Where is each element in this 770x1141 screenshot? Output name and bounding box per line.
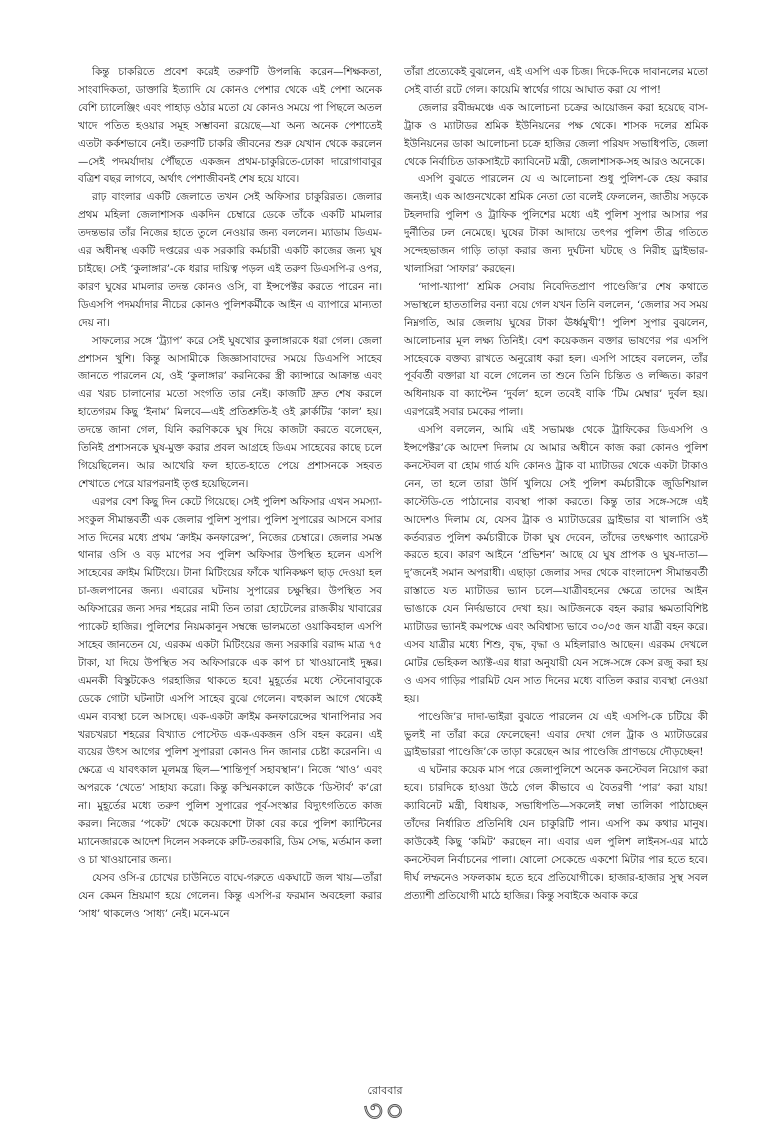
paragraph: রাঢ় বাংলার একটি জেলাতে তখন সেই অফিসার চাকুরিরত। জেলার প্রথম মহিলা জেলাশাসক একদিন চেম্বারে ডেকে তাঁকে একটি মামলার তদন্তভার তাঁর নিজের হাতে তুলে নেওয়ার জন্য বললেন। ম্যাডাম ডিএম-এর অধীনস্থ একটি দপ্তরের এক সরকারি কর্মচারী একটি কাজের জন্য ঘুষ চাইছে। সেই ‘কুলাঙ্গার’-কে ধরার দায়িত্ব পড়ল এই তরুণ ডিএসপি-র ওপর, কারণ ঘুষের মামলার তদন্ত কোনও ওসি, বা ইন্সপেক্টর করতে পারেন না। ডিএসপি পদমর্যাদার নীচের কোনও পুলিশকর্মীকে আইন এ ব্যাপারে মান্যতা দেয় না। bbox=[78, 191, 382, 329]
page-number: ৩০ bbox=[363, 1094, 407, 1129]
article-body bbox=[78, 64, 708, 1074]
paragraph: সাফল্যের সঙ্গে ‘ট্র্যাপ’ করে সেই ঘুষখোর কুলাঙ্গারকে ধরা গেল। জেলা প্রশাসন খুশি। কিন্তু আসামীকে জিজ্ঞাসাবাদের সময়ে ডিএসপি সাহেব জানতে পারলেন যে, ওই ‘কুলাঙ্গার’ করনিকের স্ত্রী ক্যান্সারে আক্রান্ত এবং এর খরচ চালানোর মতো সংগতি তার নেই। কাজটি দ্রুত শেষ করলে হাতেগরম কিছু ‘ইনাম’ মিলবে—এই প্রতিশ্রুতি-ই ওই ক্লার্কটির ‘কাল’ হয়। তদন্তে জানা গেল, যিনি করণিককে ঘুষ দিয়ে কাজটা করতে বলেছেন, তিনিই প্রশাসনকে ঘুষ-মুক্ত করার প্রবল আগ্রহে ডিএম সাহেবের কাছে চলে গিয়েছিলেন। আর আখেরি ফল হাতে-হাতে পেয়ে প্রশাসনকে সহবত শেখাতে পেরে যারপরনাই তৃপ্ত হয়েছিলেন। bbox=[78, 334, 382, 490]
paragraph: জেলার রবীন্দ্রমঞ্চে এক আলোচনা চক্রের আয়োজন করা হয়েছে বাস-ট্রাক ও ম্যাটাডর শ্রমিক ইউনিয়নের পক্ষ থেকে। শাসক দলের শ্রমিক ইউনিয়নের ডাকা আলোচনা চক্রে হাজির জেলা পরিষদ সভাধিপতি, জেলা থেকে নির্বাচিত ডাকসাইটে ক্যাবিনেট মন্ত্রী, জেলাশাসক-সহ আরও অনেকে। bbox=[404, 101, 708, 168]
paragraph: তাঁরা প্রত্যেকেই বুঝলেন, এই এসপি এক চিজ। দিকে-দিকে দাবানলের মতো সেই বার্তা রটে গেল। কায়েমি স্বার্থের গায়ে আঘাত করা যে পাপ! bbox=[404, 66, 708, 96]
paragraph: যেসব ওসি-র চোখের চাউনিতে বাঘে-গরুতে একঘাটে জল খায়—তাঁরা যেন কেমন ম্রিয়মাণ হয়ে গেলেন। কিন্তু এসপি-র ফরমান অবহেলা করার ‘সাধ’ থাকলেও ‘সাধ্য’ নেই। মনে-মনে bbox=[78, 871, 382, 920]
paragraph: এ ঘটনার কয়েক মাস পরে জেলাপুলিশে অনেক কনস্টেবল নিয়োগ করা হবে। চারদিকে হাওয়া উঠে গেল কীভাবে এ বৈতরণী ‘পার’ করা যায়! ক্যাবিনেট মন্ত্রী, বিধায়ক, সভাধিপতি—সকলেই লম্বা তালিকা পাঠাচ্ছেন তাঁদের নির্ধারিত প্রতিনিধি যেন চাকুরিটি পান। এসপি কম কথার মানুষ। কাউকেই কিছু ‘কমিট’ করছেন না। এবার এল পুলিশ লাইনস-এর মাঠে কনস্টেবল নির্বাচনের পালা। ষোলো সেকেন্ডে একশো মিটার পার হতে হবে। দীর্ঘ লম্ফনেও সফলকাম হতে হবে প্রতিযোগীকে। হাজার-হাজার সুস্থ সবল প্রত্যাশী প্রতিযোগী মাঠে হাজির। কিন্তু সবাইকে অবাক করে bbox=[404, 764, 708, 902]
paragraph: এসপি বললেন, আমি এই সভামঞ্চ থেকে ট্রাফিকের ডিএসপি ও ইন্সপেক্টর’কে আদেশ দিলাম যে আমার অধীনে কাজ করা কোনও পুলিশ কনস্টেবল বা হোম গার্ড যদি কোনও ট্রাক বা ম্যাটাডর থেকে একটা টাকাও নেন, তা হলে তারা উর্দি খুলিয়ে সেই পুলিশ কর্মচারীকে জুডিশিয়াল কাস্টেডি-তে পাঠানোর ব্যবস্থা পাকা করতে। কিন্তু তার সঙ্গে-সঙ্গে এই আদেশও দিলাম যে, যেসব ট্রাক ও ম্যাটাডরের ড্রাইভার বা খালাসি ওই কর্তব্যরত পুলিশ কর্মচারীকে টাকা ঘুষ দেবেন, তাঁদের তৎক্ষণাৎ অ্যারেস্ট করতে হবে। কারণ আইনে ‘প্রভিশন’ আছে যে ঘুষ প্রাপক ও ঘুষ-দাতা—দু’জনেই সমান অপরাধী। এছাড়া জেলার সদর থেকে বাংলাদেশ সীমান্তবর্তী রাস্তাতে যত ম্যাটাডর ভ্যান চলে—যাত্রীবহনের ক্ষেত্রে তাদের আইন ভাঙাকে যেন নির্দয়ভাবে দেখা হয়। আটজনকে বহন করার ক্ষমতাবিশিষ্ট ম্যাটাডর ভ্যানই কমপক্ষে এবং অবিশ্বাস্য ভাবে ৩০/৩৫ জন যাত্রী বহন করে। এসব যাত্রীর মধ্যে শিশু, বৃদ্ধ, বৃদ্ধা ও মহিলারাও আছেন। এরকম দেখলে মোটর ভেহিকল অ্যাক্ট-এর ধারা অনুযায়ী যেন সঙ্গে-সঙ্গে কেস রজু করা হয় ও এসব গাড়ির পারমিট যেন সাত দিনের মধ্যে বাতিল করার ব্যবস্থা নেওয়া হয়। bbox=[404, 424, 708, 705]
magazine-name: রোববার bbox=[367, 1084, 403, 1097]
paragraph: এরপর বেশ কিছু দিন কেটে গিয়েছে। সেই পুলিশ অফিসার এখন সমস্যা-সংকুল সীমান্তবর্তী এক জেলার পুলিশ সুপার। পুলিশ সুপারের আসনে বসার সাত দিনের মধ্যে প্রথম ‘ক্রাইম কনফারেন্স’, নিজের চেম্বারে। জেলার সমস্ত থানার ওসি ও বড় মাপের সব পুলিশ অফিসার উপস্থিত হলেন এসপি সাহেবের ক্রাইম মিটিংয়ে। টানা মিটিংয়ের ফাঁকে খানিকক্ষণ ছাড় দেওয়া হল চা-জলপানের জন্য। এবারের ঘটনায় সুপারের চক্ষুস্থির। উপস্থিত সব অফিসারের জন্য সদর শহরের নামী তিন তারা হোটেলের রাজকীয় খাবারের প্যাকেট হাজির। পুলিশের নিয়মকানুন সম্বন্ধে ভালমতো ওয়াকিবহাল এসপি সাহেব জানতেন যে, এরকম একটা মিটিংয়ের জন্য সরকারি বরাদ্দ মাত্র ৭৫ টাকা, যা দিয়ে উপস্থিত সব অফিসারকে এক কাপ চা খাওয়ানোই দুষ্কর। এমনকী বিস্কুটকেও গরহাজির থাকতে হবে! মুহূর্তের মধ্যে স্টেনোবাবুকে ডেকে গোটা ঘটনাটা এসপি সাহেব বুঝে গেলেন। বহুকাল আগে থেকেই এমন ব্যবস্থা চলে আসছে। এক-একটা ক্রাইম কনফারেন্সের খানাপিনার সব খরচখরচা শহরের বিখ্যাত পোস্টেড এক-একজন ওসি বহন করেন। এই ব্যয়ের উৎস আগের পুলিশ সুপাররা কোনও দিন জানার চেষ্টা করেননি। এ ক্ষেত্রে এ যাবৎকাল মূলমন্ত্র ছিল—‘শান্তিপূর্ণ সহাবস্থান’। নিজে ‘খাও’ এবং অপরকে ‘খেতে’ সাহায্য করো। কিন্তু কস্মিনকালে কাউকে ‘ডিস্টার্ব’ ক’রো না। মুহূর্তের মধ্যে তরুণ পুলিশ সুপারের পূর্ব-সংস্কার বিদ্যুৎগতিতে কাজ করল। নিজের ‘পকেট’ থেকে কয়েকশো টাকা বের করে পুলিশ ক্যান্টিনের ম্যানেজারকে আদেশ দিলেন সকলকে রুটি-তরকারি, ডিম সেদ্ধ, মর্তমান কলা ও চা খাওয়ানোর জন্য। bbox=[78, 495, 382, 866]
right-column bbox=[404, 64, 708, 1074]
paragraph: ‘দাপা-খ্যাপা’ শ্রমিক সেবায় নিবেদিতপ্রাণ পাণ্ডেজি’র শেষ কথাতে সভাস্থলে হাততালির বন্যা বয়ে গেল যখন তিনি বললেন, ‘জেলার সব সময় নিম্নগতি, আর জেলায় ঘুষের টাকা ঊর্ধ্বমুখী’! পুলিশ সুপার বুঝলেন, আলোচনার মূল লক্ষ্য তিনিই। বেশ কয়েকজন বক্তার ভাষণের পর এসপি সাহেবকে বক্তব্য রাখতে অনুরোধ করা হল। এসপি সাহেব বললেন, তাঁর পূর্ববর্তী বক্তারা যা বলে গেলেন তা শুনে তিনি চিন্তিত ও লজ্জিত। কারণ অধিনায়ক বা ক্যাপ্টেন ‘দুর্বল’ হলে তবেই বাকি ‘টিম মেম্বার’ দুর্বল হয়। এরপরেই সবার চমকের পালা। bbox=[404, 280, 708, 419]
paragraph: এসপি বুঝতে পারলেন যে এ আলোচনা শুধু পুলিশ-কে হেয় করার জন্যই। এক আগুনখেকো শ্রমিক নেতা তো বলেই ফেললেন, জাতীয় সড়কে টহলদারি পুলিশ ও ট্রাফিক পুলিশের মধ্যে এই পুলিশ সুপার আসার পর দুর্নীতির ঢল নেমেছে। ঘুষের টাকা আদায়ে তৎপর পুলিশ তীব্র গতিতে সন্দেহভাজন গাড়ি তাড়া করার জন্য দুর্ঘটনা ঘটছে ও নিরীহ ড্রাইভার-খালাসিরা ‘সাফার’ করছেন। bbox=[404, 173, 708, 275]
left-column bbox=[78, 64, 382, 1074]
paragraph: পাণ্ডেজি’র দাদা-ভাইরা বুঝতে পারলেন যে এই এসপি-কে চটিয়ে কী ভুলই না তাঁরা করে ফেলেছেন! এবার দেখা গেল ট্রাক ও ম্যাটাডরের ড্রাইভাররা পাণ্ডেজি’কে তাড়া করেছেন আর পাণ্ডেজি প্রাণভয়ে দৌড়চ্ছেন! bbox=[404, 710, 708, 759]
paragraph: কিন্তু চাকরিতে প্রবেশ করেই তরুণটি উপলব্ধি করেন—শিক্ষকতা, সাংবাদিকতা, ডাক্তারি ইত্যাদি যে কোনও পেশার থেকে এই পেশা অনেক বেশি চ্যালেঞ্জিং এবং পাহাড় ওঠার মতো যে কোনও সময়ে পা পিছলে অতল খাদে পতিত হওয়ার সমূহ সম্ভাবনা রয়েছে—যা অন্য অনেক পেশাতেই এতটা কর্কশভাবে নেই। তরুণটি চাকরি জীবনের শুরু যেখান থেকে করলেন—সেই পদমর্যাদায় পৌঁছতে একজন প্রথম-চাকুরিতে-ঢোকা দারোগাবাবুর বত্রিশ বছর লাগবে, অর্থাৎ পেশাজীবনই শেষ হয়ে যাবে। bbox=[78, 66, 382, 186]
